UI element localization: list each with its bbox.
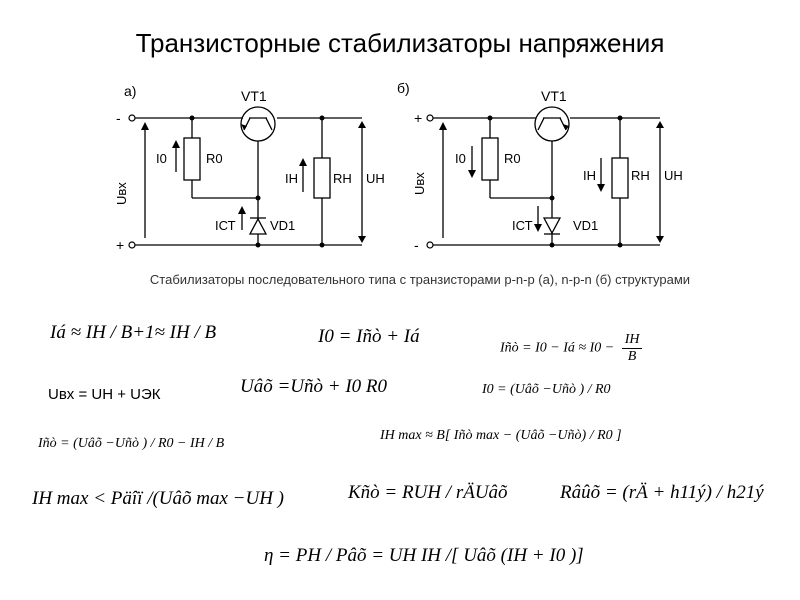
- formula-ist-fraction: [622, 332, 643, 365]
- i0-label-a: I0: [156, 151, 167, 166]
- formula-base-current: Iá ≈ IH / B+1≈ IH / B: [50, 322, 217, 343]
- terminal-bottom-a: +: [116, 237, 125, 253]
- ict-label-a: IСТ: [215, 218, 236, 233]
- figure-caption: Стабилизаторы последовательного типа с транзисторами p-n-p (а), n-p-n (б) структурами: [149, 272, 691, 287]
- formula-input-voltage-sum: Uвх = UН + UЭК: [48, 386, 161, 403]
- panel-label-a: а): [124, 83, 137, 99]
- formula-ih-max-limit: IH max < Päîï /(Uâõ max −UH ): [32, 488, 285, 509]
- i0-label-b: I0: [455, 151, 466, 166]
- input-voltage-label-a: Uвх: [114, 182, 129, 205]
- transistor-label-a: VT1: [241, 88, 267, 104]
- input-voltage-label-b: Uвх: [412, 172, 427, 195]
- ih-label-b: IН: [583, 168, 596, 183]
- r0-label-b: R0: [504, 151, 521, 166]
- formula-input-voltage: Uâõ =Uñò + I0 R0: [240, 376, 388, 397]
- formula-ist-left: Iñò = I0 − Iá ≈ I0 −: [500, 340, 615, 356]
- r0-label-a: R0: [206, 151, 223, 166]
- formula-ih-max-approx: IH max ≈ B[ Iñò max − (Uâõ −Uñò) / R0 ]: [380, 428, 622, 443]
- terminal-bottom-b: -: [414, 237, 419, 253]
- formula-stabilization-coefficient: Kñò = RUH / rÄUâõ: [348, 482, 508, 503]
- page-title: Транзисторные стабилизаторы напряжения: [135, 28, 665, 58]
- panel-label-b: б): [397, 80, 410, 96]
- terminal-top-a: -: [116, 110, 121, 126]
- diode-label-b: VD1: [573, 218, 599, 233]
- formula-ist-denominator: B: [627, 349, 637, 364]
- transistor-label-b: VT1: [541, 88, 567, 104]
- formula-ist-approx: [500, 332, 642, 365]
- formula-output-resistance: Râûõ = (rÄ + h11ý) / h21ý: [560, 482, 764, 503]
- formula-ist-full: Iñò = (Uâõ −Uñò ) / R0 − IH / B: [38, 436, 225, 451]
- formula-ist-numerator: IH: [622, 332, 643, 349]
- terminal-top-b: +: [414, 110, 423, 126]
- formula-i0-resistor: I0 = (Uâõ −Uñò ) / R0: [482, 382, 611, 397]
- diode-label-a: VD1: [270, 218, 296, 233]
- formula-i0: I0 = Iñò + Iá: [318, 326, 420, 347]
- ih-label-a: IН: [285, 171, 298, 186]
- ict-label-b: IСТ: [512, 218, 533, 233]
- uh-label-a: UН: [366, 171, 385, 186]
- rh-label-a: RН: [333, 171, 352, 186]
- formula-efficiency: η = PH / Pâõ = UH IH /[ Uâõ (IH + I0 )]: [264, 545, 584, 566]
- rh-label-b: RН: [631, 168, 650, 183]
- uh-label-b: UН: [664, 168, 683, 183]
